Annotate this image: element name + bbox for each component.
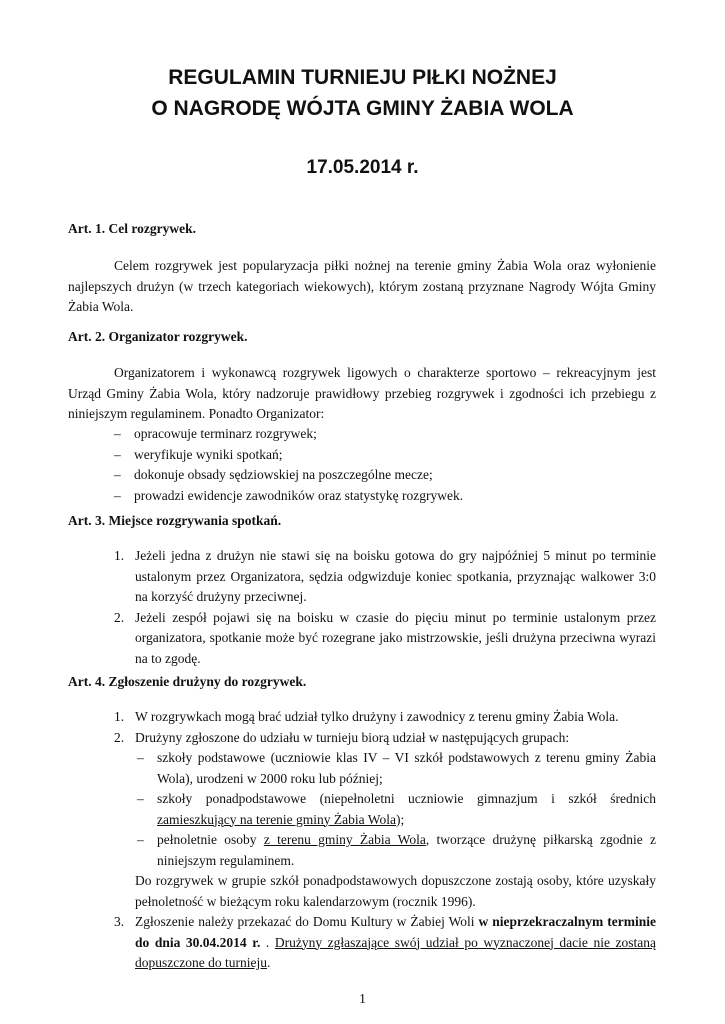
list-item: 2. Drużyny zgłoszone do udziału w turnieju biorą udział w następujących grupach: – szkoły podstawowe (uczniowie klas IV – VI szkół podstawowych z terenu gminy Żabia Wola), urodzeni w 2000 roku lub później; – szkoły ponadpodstawowe (niepełnoletni uczniowie gimnazjum i szkół średnich zamieszkujący na terenie gminy Żabia Wola); – pełnoletnie osoby z terenu gminy Żabia Wola, tworzące drużynę piłkarską zgodnie z niniejszym regulaminem. Do rozgrywek w grupie szkół ponadpodstawowych dopuszczone zostają osoby, które uzyskały pełnoletność w bieżącym roku kalendarzowym (rocznik 1996). (114, 728, 656, 913)
list-item: – weryfikuje wyniki spotkań; (114, 446, 283, 462)
art1-heading: Art. 1. Cel rozgrywek. (68, 221, 196, 236)
art4-heading: Art. 4. Zgłoszenie drużyny do rozgrywek. (68, 674, 307, 689)
art3-list (114, 546, 656, 669)
art2-duties-list (114, 424, 654, 506)
art2-text: Organizatorem i wykonawcą rozgrywek ligowych o charakterze sportowo – rekreacyjnym jest Urząd Gminy Żabia Wola, który nadzoruje prawidłowy przebieg rozgrywek i zgodności ich przebiegu z niniejszym regulaminem. Ponadto Organizator: (68, 365, 656, 421)
art1-text: Celem rozgrywek jest popularyzacja piłki nożnej na terenie gminy Żabia Wola oraz wyłonienie najlepszych drużyn (w trzech kategoriach wiekowych), którym zostaną przyznane Nagrody Wójta Gminy Żabia Wola. (68, 258, 656, 314)
art1-paragraph (68, 256, 656, 318)
list-item: – dokonuje obsady sędziowskiej na poszczególne mecze; (114, 467, 433, 482)
list-item: 1. Jeżeli jedna z drużyn nie stawi się na boisku gotowa do gry najpóźniej 5 minut po terminie ustalonym przez Organizatora, sędzia odgwizduje koniec spotkania, przyznając walkower 3:0 na korzyść drużyny przeciwnej. (114, 548, 656, 604)
document-date: 17.05.2014 r. (306, 157, 419, 178)
art4-list (114, 707, 656, 974)
list-item: – szkoły ponadpodstawowe (niepełnoletni uczniowie gimnazjum i szkół średnich zamieszkujący na terenie gminy Żabia Wola); (137, 791, 656, 827)
art2-heading: Art. 2. Organizator rozgrywek. (68, 329, 248, 344)
list-item: – prowadzi ewidencje zawodników oraz statystykę rozgrywek. (114, 487, 464, 503)
list-item: – opracowuje terminarz rozgrywek; (114, 426, 317, 441)
art3-heading: Art. 3. Miejsce rozgrywania spotkań. (68, 513, 282, 528)
page-number: 1 (359, 992, 366, 1007)
list-item: 3. Zgłoszenie należy przekazać do Domu Kultury w Żabiej Woli w nieprzekraczalnym terminie do dnia 30.04.2014 r. . Drużyny zgłaszające swój udział po wyznaczonej dacie nie zostaną dopuszczone do turnieju. (114, 914, 656, 970)
list-item: – szkoły podstawowe (uczniowie klas IV – VI szkół podstawowych z terenu gminy Żabia Wola), urodzeni w 2000 roku lub później; (137, 750, 656, 786)
list-item: 1. W rozgrywkach mogą brać udział tylko drużyny i zawodnicy z terenu gminy Żabia Wola. (114, 709, 619, 724)
title-line-2: O NAGRODĘ WÓJTA GMINY ŻABIA WOLA (151, 97, 574, 120)
art4-groups-list (135, 748, 656, 871)
title-line-1: REGULAMIN TURNIEJU PIŁKI NOŻNEJ (168, 66, 557, 89)
list-item: – pełnoletnie osoby z terenu gminy Żabia Wola, tworzące drużynę piłkarską zgodnie z niniejszym regulaminem. (137, 832, 657, 868)
art4-note: Do rozgrywek w grupie szkół ponadpodstawowych dopuszczone zostają osoby, które uzyskały pełnoletność w bieżącym roku kalendarzowym (rocznik 1996). (135, 873, 656, 909)
list-item: 2. Jeżeli zespół pojawi się na boisku w czasie do pięciu minut po terminie ustalonym przez organizatora, spotkanie może być rozegrane jako mistrzowskie, jeśli drużyna przeciwna wyrazi na to zgodę. (114, 609, 656, 666)
art2-paragraph (68, 363, 656, 425)
